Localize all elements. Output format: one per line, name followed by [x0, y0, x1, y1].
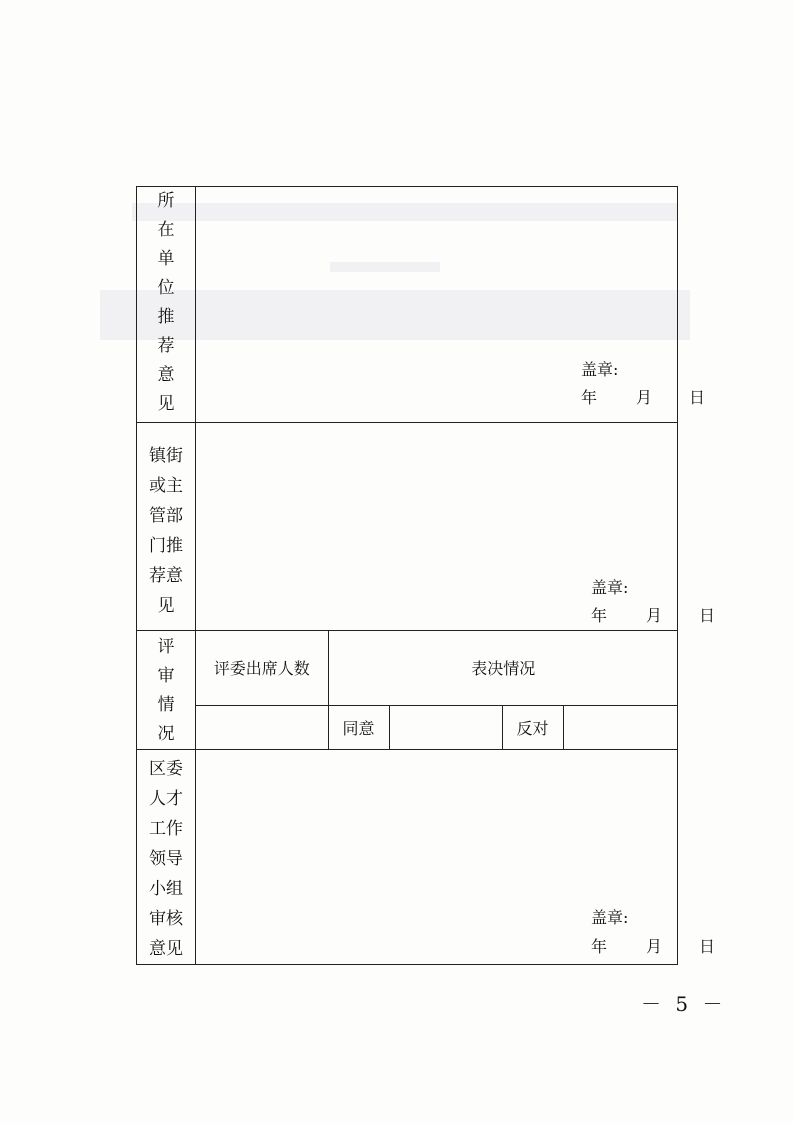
department-date-year: 年 [591, 606, 608, 625]
unit-recommendation-row [137, 187, 678, 423]
attendees-count-field[interactable] [196, 705, 328, 749]
unit-stamp-label: 盖章: [581, 360, 619, 379]
department-recommendation-row [137, 423, 678, 631]
committee-review-field[interactable] [196, 750, 716, 965]
department-label-line: 镇街 [149, 446, 183, 466]
agree-label: 同意 [328, 705, 389, 749]
committee-label-line: 小组 [149, 879, 183, 899]
label-character: 荐 [157, 336, 175, 356]
review-grid-cell [196, 631, 678, 750]
review-row [137, 631, 678, 750]
label-character: 情 [157, 695, 175, 715]
oppose-count-field[interactable] [563, 705, 678, 749]
label-character: 所 [157, 191, 175, 211]
department-recommendation-label-cell [137, 423, 196, 631]
department-label-line: 见 [157, 596, 175, 616]
committee-label-line: 领导 [149, 849, 183, 869]
department-date-month: 月 [646, 606, 663, 625]
unit-recommendation-label-cell [137, 187, 196, 423]
unit-date-month: 月 [636, 388, 653, 407]
agree-count-field[interactable] [389, 705, 502, 749]
page-number: － 5 － [641, 992, 727, 1016]
unit-date-year: 年 [581, 388, 598, 407]
label-character: 评 [157, 637, 175, 657]
committee-label-line: 区委 [149, 759, 183, 779]
unit-date [581, 385, 706, 407]
department-stamp-label: 盖章: [591, 578, 629, 597]
oppose-label: 反对 [502, 705, 563, 749]
unit-recommendation-label [137, 187, 195, 419]
unit-recommendation-field[interactable] [196, 187, 706, 423]
label-character: 推 [157, 307, 175, 327]
committee-review-row [137, 750, 678, 965]
committee-label-line: 工作 [149, 819, 183, 839]
committee-review-label-cell [137, 750, 196, 965]
department-date [591, 603, 716, 625]
result-header: 表决情况 [328, 631, 678, 705]
committee-date-day: 日 [699, 937, 716, 956]
department-label-line: 门推 [149, 536, 183, 556]
department-label-line: 荐意 [149, 566, 183, 586]
application-form-table [136, 186, 716, 965]
committee-date [591, 934, 716, 956]
review-label-cell [137, 631, 196, 750]
label-character: 在 [157, 220, 175, 240]
department-label-line: 管部 [149, 506, 183, 526]
label-character: 审 [157, 666, 175, 686]
committee-stamp-label: 盖章: [591, 908, 629, 927]
committee-date-month: 月 [646, 937, 663, 956]
committee-date-year: 年 [591, 937, 608, 956]
department-label-line: 或主 [149, 476, 183, 496]
review-grid [196, 631, 678, 749]
label-character: 见 [157, 394, 175, 414]
label-character: 单 [157, 249, 175, 269]
committee-label-line: 意见 [149, 939, 183, 959]
label-character: 况 [157, 724, 175, 744]
unit-date-day: 日 [689, 388, 706, 407]
department-recommendation-field[interactable] [196, 423, 716, 631]
review-label [137, 633, 195, 749]
committee-label-line: 人才 [149, 789, 183, 809]
committee-label-line: 审核 [149, 909, 183, 929]
label-character: 意 [157, 365, 175, 385]
department-date-day: 日 [699, 606, 716, 625]
attendees-header: 评委出席人数 [196, 631, 328, 705]
label-character: 位 [157, 278, 175, 298]
